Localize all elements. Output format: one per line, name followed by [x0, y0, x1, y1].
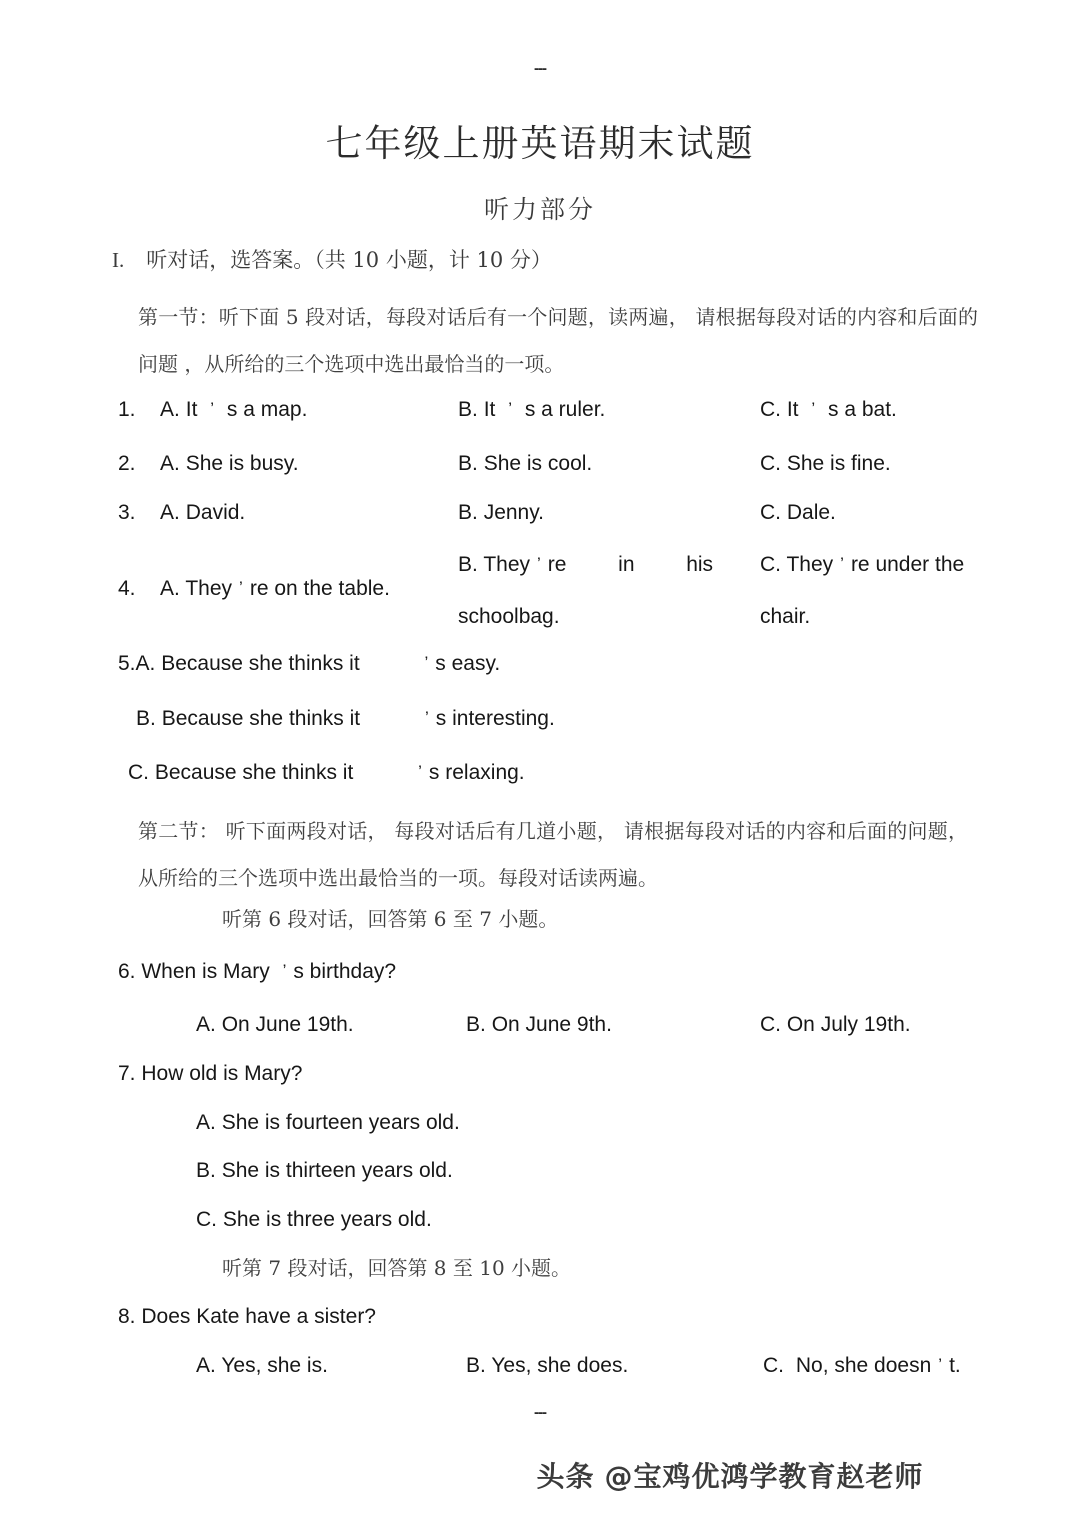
q8-stem: 8. Does Kate have a sister?	[118, 1305, 376, 1328]
q5-option-c: C. Because she thinks it ’ s relaxing.	[128, 761, 525, 784]
section-subtitle: 听力部分	[483, 195, 596, 224]
apostrophe-glyph: ’	[239, 578, 243, 597]
q4-option-a: 4. A. They ’ re on the table.	[118, 577, 390, 600]
q4-option-b: B. They ’ re in his schoolbag.	[458, 553, 738, 629]
watermark	[0, 1455, 1080, 1495]
q6-option-a: A. On June 19th.	[196, 1013, 354, 1036]
part-1-instruction: 第一节：听下面 5 段对话，每段对话后有一个问题，读两遍， 请根据每段对话的内容和后面的问题 ，从所给的三个选项中选出最恰当的一项。	[138, 305, 978, 376]
q6-option-b: B. On June 9th.	[466, 1013, 612, 1036]
q2-option-a: 2. A. She is busy.	[118, 452, 299, 475]
listen-dialogue-6-instruction: 听第 6 段对话，回答第 6 至 7 小题。	[222, 907, 559, 931]
apostrophe-glyph: ’	[282, 961, 287, 980]
q8-option-c: C. No, she doesn ’ t.	[763, 1354, 961, 1377]
q4-option-c-line2: chair.	[760, 605, 811, 628]
q6-option-c: C. On July 19th.	[760, 1013, 911, 1036]
question-row-4	[0, 553, 1080, 649]
section-heading-text: 听对话，选答案。（共 10 小题，计 10 分）	[146, 248, 552, 272]
q3-option-b: B. Jenny.	[458, 501, 545, 524]
q4-option-b-line2: schoolbag.	[458, 605, 560, 628]
apostrophe-glyph: ’	[424, 708, 429, 727]
q1-option-b: B. It ’ s a ruler.	[458, 398, 606, 421]
q8-option-a: A. Yes, she is.	[196, 1354, 328, 1377]
section-numeral: I.	[112, 248, 125, 272]
q6-stem: 6. When is Mary ’ s birthday?	[118, 960, 397, 983]
crop-mark-bottom: ---	[534, 1404, 546, 1421]
q2-option-b: B. She is cool.	[458, 452, 593, 475]
q3-option-a: 3. A. David.	[118, 501, 246, 524]
q5-option-a: 5.A. Because she thinks it ’ s easy.	[118, 652, 501, 675]
crop-mark-top: ---	[534, 60, 546, 77]
q2-option-c: C. She is fine.	[760, 452, 891, 475]
apostrophe-glyph: ’	[537, 554, 541, 573]
listen-dialogue-7-instruction: 听第 7 段对话，回答第 8 至 10 小题。	[222, 1256, 572, 1280]
q5-option-b: B. Because she thinks it ’ s interesting.	[136, 707, 555, 730]
watermark-handle: @宝鸡优鸿学教育赵老师	[604, 1460, 924, 1493]
apostrophe-glyph: ’	[811, 399, 816, 418]
q1-option-c: C. It ’ s a bat.	[760, 398, 897, 421]
apostrophe-glyph: ’	[508, 399, 512, 418]
q4-option-c: C. They ’ re under the chair.	[760, 553, 1030, 629]
q7-option-a: A. She is fourteen years old.	[196, 1111, 460, 1134]
q7-option-b: B. She is thirteen years old.	[196, 1159, 453, 1182]
q7-option-c: C. She is three years old.	[196, 1208, 432, 1231]
apostrophe-glyph: ’	[840, 554, 844, 573]
apostrophe-glyph: ’	[418, 762, 422, 781]
q1-option-a: 1. A. It ’ s a map.	[118, 398, 308, 421]
apostrophe-glyph: ’	[424, 653, 429, 672]
q8-option-b: B. Yes, she does.	[466, 1354, 629, 1377]
part-2-instruction: 第二节： 听下面两段对话， 每段对话后有几道小题， 请根据每段对话的内容和后面的问题，从所给的三个选项中选出最恰当的一项。每段对话读两遍。	[138, 819, 968, 890]
apostrophe-glyph: ’	[938, 1355, 943, 1374]
q7-stem: 7. How old is Mary?	[118, 1062, 303, 1085]
section-1-heading	[112, 244, 552, 274]
q3-option-c: C. Dale.	[760, 501, 836, 524]
watermark-platform-tag: 头条	[536, 1460, 595, 1493]
page-title: 七年级上册英语期末试题	[325, 122, 755, 165]
apostrophe-glyph: ’	[210, 399, 215, 418]
